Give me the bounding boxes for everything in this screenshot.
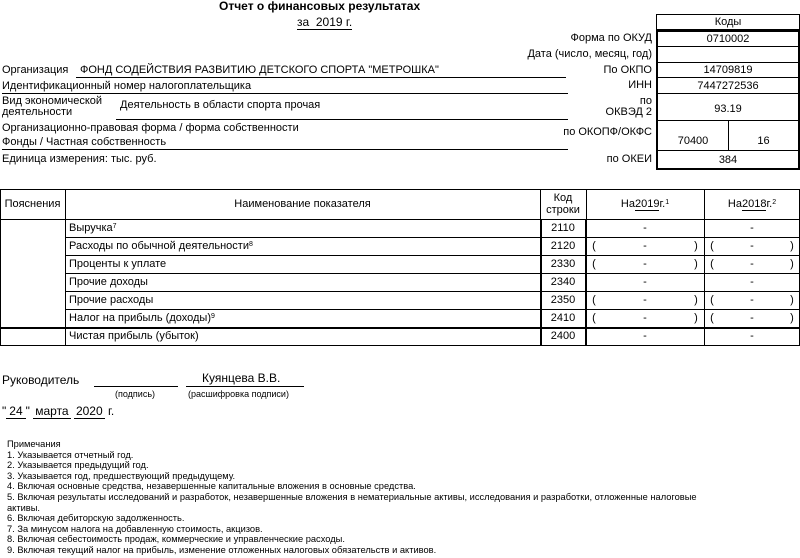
col-current-year-header: На 2019 г. $^1$ (620, 197, 670, 210)
row-current-value: - (643, 240, 647, 252)
activity-value: Деятельность в области спорта прочая (120, 99, 321, 111)
date-value (658, 47, 798, 62)
table-row (0, 327, 800, 345)
row-code: 2410 (550, 312, 576, 324)
note-item: 3. Указывается год, предшествующий предыдущему. (7, 470, 236, 481)
note-item: 2. Указывается предыдущий год. (7, 460, 149, 471)
note-item: 1. Указывается отчетный год. (7, 449, 134, 460)
report-period (297, 16, 352, 28)
head-label: Руководитель (2, 373, 80, 387)
okved-value: 93.19 (714, 102, 742, 115)
name-caption: (расшифровка подписи) (188, 389, 289, 399)
signer-name: Куянцева В.В. (202, 371, 281, 385)
row-name: Прочие расходы (69, 294, 154, 306)
row-previous-value: - (750, 294, 754, 306)
okud-label: Форма по ОКУД (570, 32, 652, 44)
table-row: Налог на прибыль (доходы) $^9$ 2410 - ( ) - ( ) (0, 309, 800, 327)
row-code: 2120 (550, 240, 576, 252)
row-code: 2110 (551, 222, 575, 234)
okei-label: по ОКЕИ (606, 153, 652, 165)
okved-label-1: по (639, 95, 652, 107)
codes-header-cell: Коды (656, 14, 800, 30)
row-name: Налог на прибыль (доходы) $^9$ (69, 312, 215, 324)
table-row (0, 219, 800, 237)
row-code: 2400 (550, 330, 576, 342)
row-previous-value: - (750, 222, 754, 234)
notes-block (7, 439, 697, 556)
okved-label-2: ОКВЭД 2 (605, 106, 652, 118)
row-previous-value: - (750, 312, 754, 324)
row-name: Прочие доходы (69, 276, 148, 288)
okpo-label: По ОКПО (603, 64, 652, 76)
row-current-value: - (643, 276, 647, 288)
sign-day: 24 (6, 404, 25, 419)
row-previous-value: - (750, 276, 754, 288)
row-name: Чистая прибыль (убыток) (69, 330, 199, 342)
row-current-value: - (643, 258, 647, 270)
okopf-value: 70400 (677, 135, 709, 147)
note-item: 6. Включая дебиторскую задолженность. (7, 513, 185, 524)
inn-value: 7447272536 (697, 79, 759, 92)
report-title: Отчет о финансовых результатах (219, 0, 421, 13)
row-name: Выручка $^7$ (69, 222, 117, 234)
note-item: 7. За минусом налога на добавленную стоимость, акцизов. (7, 523, 263, 534)
notes-title: Примечания (7, 439, 61, 449)
row-code: 2330 (550, 258, 576, 270)
table-row: Расходы по обычной деятельности $^8$ 2120 - ( ) - ( ) (0, 237, 800, 255)
row-name: Расходы по обычной деятельности $^8$ (69, 240, 253, 252)
form-label: Организационно-правовая форма / форма собственности (2, 122, 299, 134)
activity-label-1: Вид экономической (2, 95, 103, 107)
row-previous-value: - (750, 258, 754, 270)
org-label: Организация (2, 64, 69, 76)
note-item: 8. Включая себестоимость продаж, коммерческие и управленческие расходы. (7, 534, 345, 545)
row-name: Проценты к уплате (69, 258, 167, 270)
note-item: активы. (7, 502, 40, 513)
row-code: 2340 (550, 276, 576, 288)
inn-label: Идентификационный номер налогоплательщика (2, 80, 252, 92)
row-current-value: - (643, 330, 647, 342)
unit-label: Единица измерения: тыс. руб. (2, 153, 157, 165)
period-underline: за 2019 г. (297, 15, 353, 29)
row-previous-value: - (750, 240, 754, 252)
okud-value: 0710002 (706, 32, 750, 45)
note-item: 9. Включая текущий налог на прибыль, изменение отложенных налоговых обязательств и активов. (7, 544, 437, 555)
col-name-header: Наименование показателя (234, 198, 371, 210)
table-row: Проценты к уплате 2330 - ( ) - ( ) (0, 255, 800, 273)
row-current-value: - (643, 222, 647, 234)
okei-value: 384 (718, 153, 738, 166)
row-code: 2350 (550, 294, 576, 306)
sign-date: " 24 " марта 2020 г. (2, 404, 115, 418)
col-previous-year-header: На 2018 г. $^2$ (727, 197, 777, 210)
row-previous-value: - (750, 330, 754, 342)
sign-caption: (подпись) (115, 389, 156, 399)
sign-month: марта (35, 404, 69, 418)
inn-code-label: ИНН (628, 79, 652, 91)
col-notes-header: Пояснения (4, 198, 61, 210)
table-row: Прочие расходы 2350 - ( ) - ( ) (0, 291, 800, 309)
table-row (0, 273, 800, 291)
date-label: Дата (число, месяц, год) (527, 48, 652, 60)
org-name: ФОНД СОДЕЙСТВИЯ РАЗВИТИЮ ДЕТСКОГО СПОРТА "МЕТРОШКА" (80, 64, 439, 76)
form-value: Фонды / Частная собственность (2, 136, 167, 148)
note-item: 5. Включая результаты исследований и разработок, незавершенные вложения в нематериальные активы, исследования и разработки, отложенные налоговые (7, 491, 697, 502)
sign-year: 2020 (75, 404, 103, 418)
row-current-value: - (643, 294, 647, 306)
okopf-label: по ОКОПФ/ОКФС (563, 126, 652, 138)
okpo-value: 14709819 (703, 64, 753, 76)
activity-label-2: деятельности (2, 106, 73, 118)
note-item: 4. Включая основные средства, незавершенные капитальные вложения в основные средства. (7, 481, 416, 492)
col-code-header: Код строки (546, 192, 580, 216)
row-current-value: - (643, 312, 647, 324)
okfs-value: 16 (757, 135, 770, 147)
